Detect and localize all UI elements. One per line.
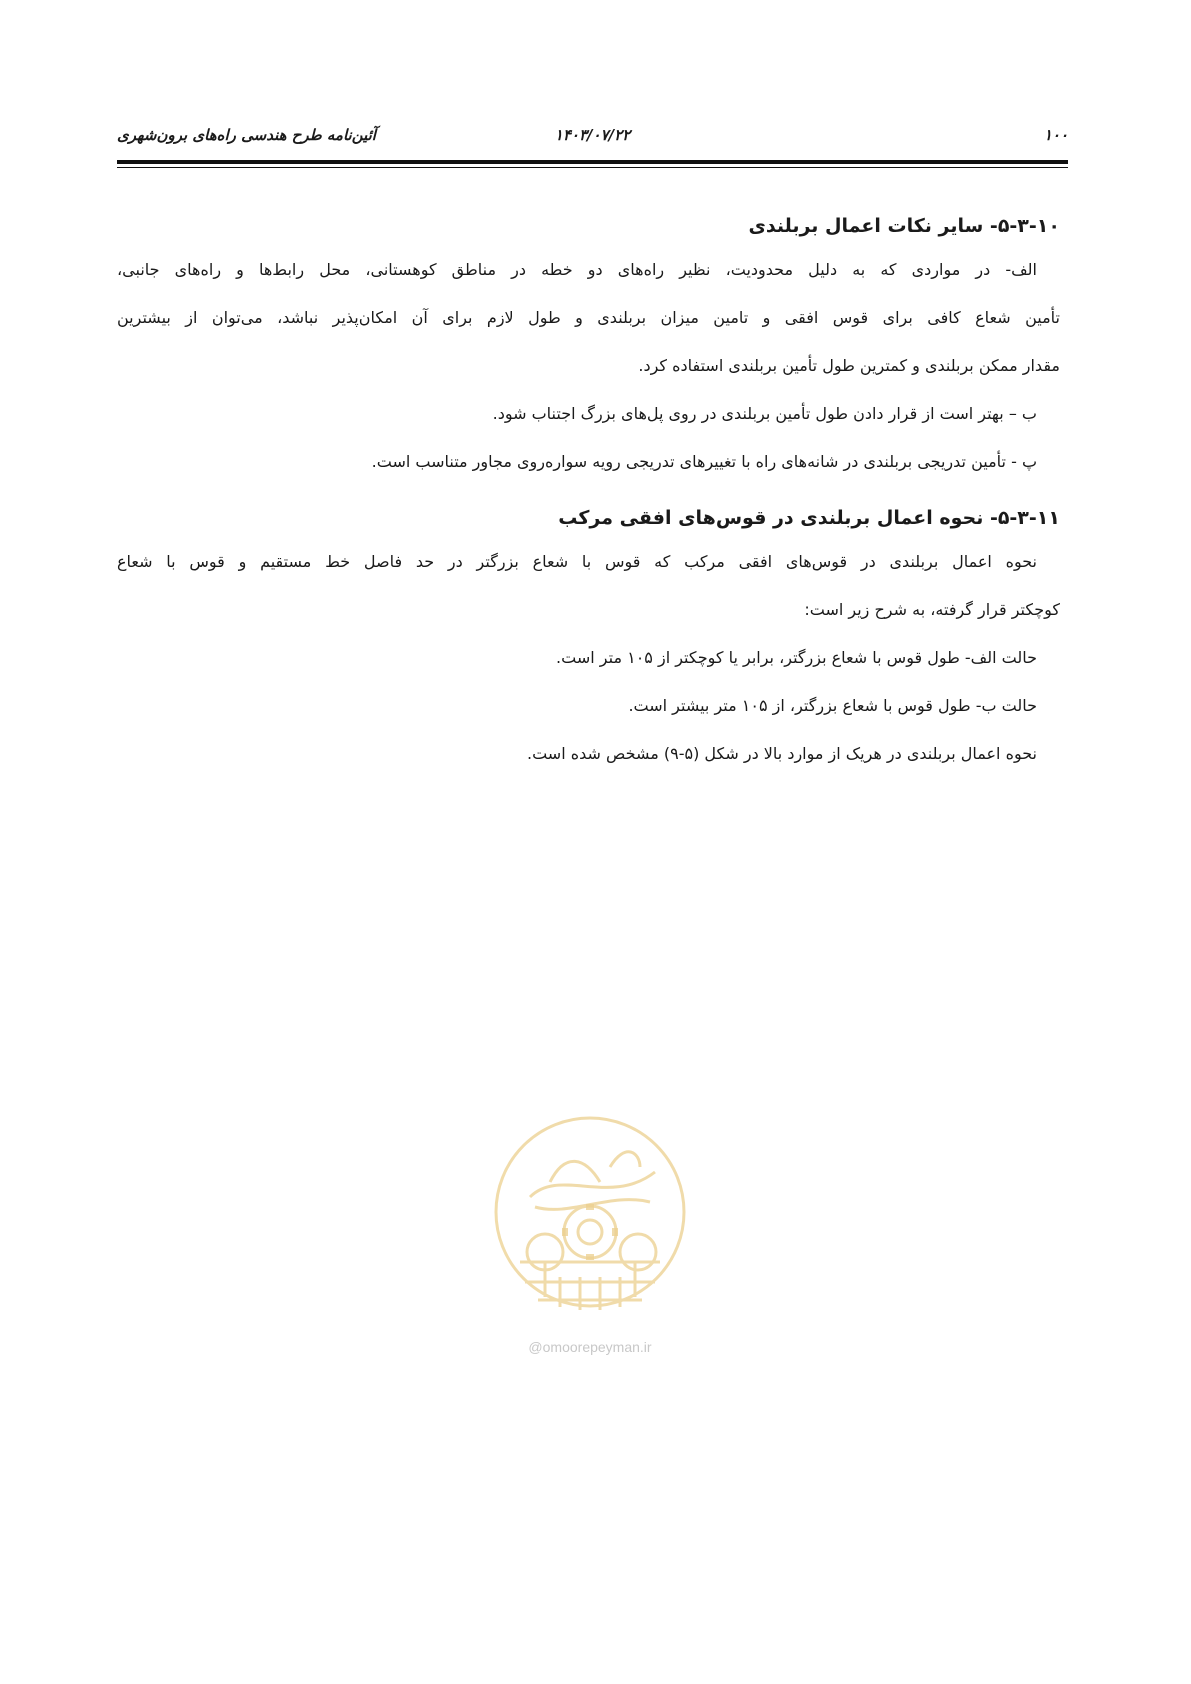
paragraph-line: تأمین شعاع کافی برای قوس افقی و تامین میزان بربلندی و طول لازم برای آن امکان‌پذیر نباشد، می‌توان از بیشترین	[117, 308, 1060, 327]
paragraph-intro	[117, 538, 1060, 634]
paragraph-line: کوچکتر قرار گرفته، به شرح زیر است:	[804, 600, 1060, 619]
paragraph-case-b	[117, 682, 1060, 730]
paragraph-case-a	[117, 634, 1060, 682]
header-date: ۱۴۰۳/۰۷/۲۲	[554, 126, 631, 144]
section-heading-5-3-10: ۵-۳-۱۰- سایر نکات اعمال بربلندی	[748, 215, 1060, 237]
paragraph-line: مقدار ممکن بربلندی و کمترین طول تأمین بربلندی استفاده کرد.	[638, 356, 1060, 375]
header-title: آئین‌نامه طرح هندسی راه‌های برون‌شهری	[117, 126, 376, 144]
watermark-text: @omoorepeyman.ir	[528, 1339, 652, 1355]
watermark-logo-icon	[490, 1112, 690, 1327]
paragraph-line: الف- در مواردی که به دلیل محدودیت، نظیر راه‌های دو خطه در مناطق کوهستانی، محل رابط‌ها و راه‌های جانبی،	[117, 260, 1037, 279]
paragraph-line: ب – بهتر است از قرار دادن طول تأمین بربلندی در روی پل‌های بزرگ اجتناب شود.	[492, 404, 1037, 423]
page-content	[117, 206, 1060, 778]
paragraph-closing	[117, 730, 1060, 778]
paragraph-line: حالت الف- طول قوس با شعاع بزرگتر، برابر یا کوچکتر از ۱۰۵ متر است.	[556, 648, 1037, 667]
paragraph-be	[117, 390, 1060, 438]
paragraph-line: نحوه اعمال بربلندی در هریک از موارد بالا در شکل (۵-۹) مشخص شده است.	[527, 744, 1037, 763]
paragraph-line: پ - تأمین تدریجی بربلندی در شانه‌های راه با تغییرهای تدریجی رویه سواره‌روی مجاور متناسب است.	[371, 452, 1037, 471]
paragraph-alef	[117, 246, 1060, 390]
paragraph-pe	[117, 438, 1060, 486]
header-rule-thick	[117, 160, 1068, 164]
paragraph-line: نحوه اعمال بربلندی در قوس‌های افقی مرکب که قوس با شعاع بزرگتر در حد فاصل خط مستقیم و قوس با شعاع	[117, 552, 1037, 571]
page-header	[117, 126, 1068, 152]
section-heading-5-3-11: ۵-۳-۱۱- نحوه اعمال بربلندی در قوس‌های افقی مرکب	[558, 507, 1060, 529]
header-page-number: ۱۰۰	[1043, 126, 1068, 144]
paragraph-line: حالت ب- طول قوس با شعاع بزرگتر، از ۱۰۵ متر بیشتر است.	[628, 696, 1037, 715]
header-rule-thin	[117, 167, 1068, 168]
watermark	[490, 1112, 690, 1355]
